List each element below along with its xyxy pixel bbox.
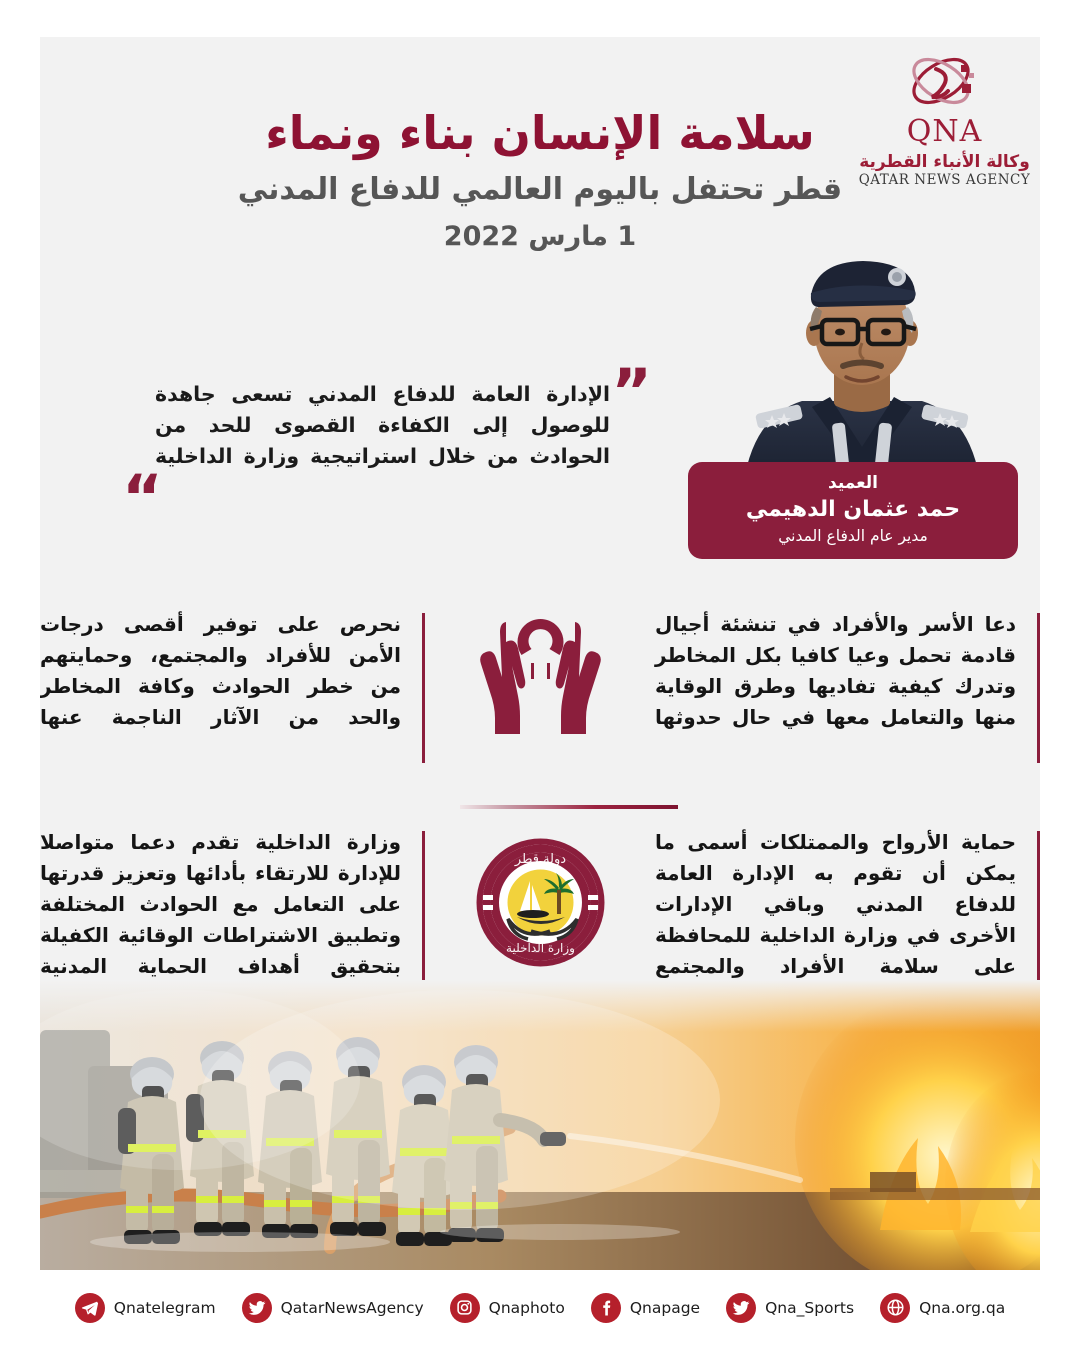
statement-card-right-2: [40, 827, 425, 982]
qatar-moi-emblem-icon: [473, 835, 608, 970]
facebook-icon[interactable]: [591, 1293, 621, 1323]
protecting-hands-icon: [473, 609, 608, 734]
statement-text: حماية الأرواح والممتلكات أسمى ما يمكن أن تقوم به الإدارة العامة للدفاع المدني وباقي الإدارات الأخرى في وزارة الداخلية للمحافظة على سلامة الأفراد والمجتمع: [655, 830, 1016, 978]
svg-text:وزارة الداخلية: وزارة الداخلية: [505, 941, 575, 955]
statement-card-right-1: [40, 609, 425, 733]
portrait-photo: [712, 247, 1012, 495]
officer-name: حمد عثمان الدهيمي: [745, 497, 961, 523]
quote-open-icon: ”: [611, 355, 652, 428]
pull-quote: [120, 355, 652, 534]
social-footer: [0, 1285, 1080, 1330]
publication-date: 1 مارس 2022: [443, 220, 637, 252]
row-1-icon-slot: [445, 609, 635, 734]
instagram-icon[interactable]: [450, 1293, 480, 1323]
social-item-website[interactable]: [880, 1293, 1005, 1323]
social-item-twitter-sports[interactable]: [726, 1293, 854, 1323]
logo-name-arabic: وكالة الأنباء القطرية: [859, 152, 1030, 172]
official-portrait-block: [676, 247, 1036, 557]
quote-close-icon: “: [122, 461, 163, 534]
officer-title: مدير عام الدفاع المدني: [778, 526, 928, 545]
twitter-icon[interactable]: [242, 1293, 272, 1323]
row-2-icon-slot: [445, 827, 635, 970]
social-label: Qnatelegram: [113, 1298, 216, 1317]
officer-rank: العميد: [828, 473, 878, 493]
page-title: سلامة الإنسان بناء ونماء: [265, 106, 815, 160]
social-item-instagram[interactable]: [450, 1293, 565, 1323]
accent-bar: [422, 613, 425, 763]
statement-card-left-2: [655, 827, 1040, 982]
twitter-icon[interactable]: [726, 1293, 756, 1323]
social-item-twitter[interactable]: [242, 1293, 424, 1323]
social-label: QatarNewsAgency: [280, 1298, 424, 1317]
social-label: Qnapage: [629, 1298, 701, 1317]
svg-text:دولة قطر: دولة قطر: [514, 852, 566, 867]
statement-text: نحرص على توفير أقصى درجات الأمن للأفراد والمجتمع، وحمايتهم من خطر الحوادث وكافة المخاطر والحد من الآثار الناجمة عنها: [40, 612, 401, 729]
infographic-card: [40, 37, 1040, 1270]
social-item-facebook[interactable]: [591, 1293, 700, 1323]
globe-icon[interactable]: [880, 1293, 910, 1323]
firefighters-photo: [40, 980, 1040, 1270]
logo-abbr: QNA: [906, 114, 983, 149]
section-divider: [460, 805, 678, 809]
statement-text: دعا الأسر والأفراد في تنشئة أجيال قادمة تحمل وعيا كافيا بكل المخاطر وتدرك كيفية تفاديها وطرق الوقاية منها والتعامل معها في حال حدوثها: [655, 612, 1016, 729]
social-label: Qna_Sports: [765, 1298, 855, 1317]
name-plate: [688, 462, 1018, 559]
accent-bar: [1037, 613, 1040, 763]
quote-text: الإدارة العامة للدفاع المدني تسعى جاهدة للوصول إلى الكفاءة القصوى للحد من الحوادث من خلال استراتيجية وزارة الداخلية: [155, 382, 610, 469]
content-row-1: [40, 609, 1040, 759]
headline-block: [40, 107, 1040, 252]
logo-name-english: QATAR NEWS AGENCY: [858, 172, 1031, 188]
social-label: Qnaphoto: [488, 1298, 565, 1317]
statement-text: وزارة الداخلية تقدم دعما متواصلا للإدارة للارتقاء بأدائها وتعزيز قدرتها على التعامل مع الحوادث المختلفة وتطبيق الاشتراطات الوقائية الكفيلة بتحقيق أهداف الحماية المدنية: [40, 830, 401, 978]
telegram-icon[interactable]: [75, 1293, 105, 1323]
statement-card-left-1: [655, 609, 1040, 733]
social-label: Qna.org.qa: [919, 1298, 1006, 1317]
page-subtitle: قطر تحتفل باليوم العالمي للدفاع المدني: [237, 171, 843, 207]
social-item-telegram[interactable]: [75, 1293, 216, 1323]
